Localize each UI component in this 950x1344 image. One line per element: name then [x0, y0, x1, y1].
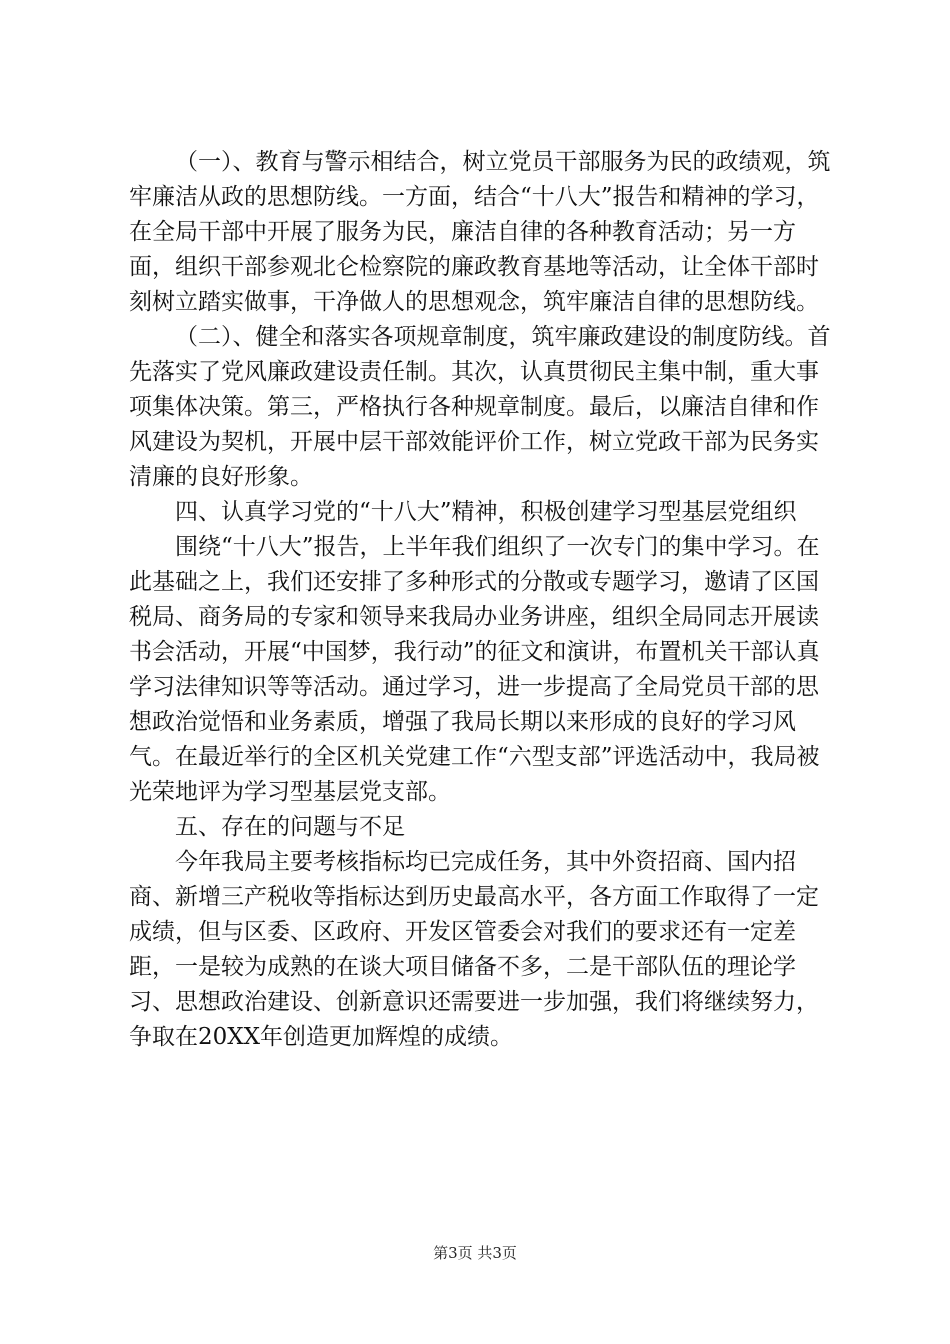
paragraph-study-activities: 围绕“十八大”报告，上半年我们组织了一次专门的集中学习。在此基础之上，我们还安排了多种形式的分散或专题学习，邀请了区国税局、商务局的专家和领导来我局办业务讲座，组织全局同志开展读书会活动，开展“中国梦，我行动”的征文和演讲，布置机关干部认真学习法律知识等等活动。通过学习，进一步提高了全局党员干部的思想政治觉悟和业务素质，增强了我局长期以来形成的良好的学习风气。在最近举行的全区机关党建工作“六型支部”评选活动中，我局被光荣地评为学习型基层党支部。	[129, 534, 820, 805]
heading-section-5: 五、存在的问题与不足	[175, 814, 405, 840]
paragraph-section-2: （二）、健全和落实各项规章制度，筑牢廉政建设的制度防线。首先落实了党风廉政建设责任制。其次，认真贯彻民主集中制，重大事项集体决策。第三，严格执行各种规章制度。最后，以廉洁自律和作风建设为契机，开展中层干部效能评价工作，树立党政干部为民务实清廉的良好形象。	[129, 324, 831, 490]
document-body	[129, 145, 841, 1055]
paragraph-problems: 今年我局主要考核指标均已完成任务，其中外资招商、国内招商、新增三产税收等指标达到历史最高水平，各方面工作取得了一定成绩，但与区委、区政府、开发区管委会对我们的要求还有一定差距，一是较为成熟的在谈大项目储备不多，二是干部队伍的理论学习、思想政治建设、创新意识还需要进一步加强，我们将继续努力，争取在20XX年创造更加辉煌的成绩。	[129, 849, 819, 1050]
page-number-footer: 第3页 共3页	[433, 1244, 517, 1262]
heading-section-4: 四、认真学习党的“十八大”精神，积极创建学习型基层党组织	[175, 499, 797, 525]
paragraph-section-1: （一）、教育与警示相结合，树立党员干部服务为民的政绩观，筑牢廉洁从政的思想防线。一方面，结合“十八大”报告和精神的学习，在全局干部中开展了服务为民，廉洁自律的各种教育活动；另一方面，组织干部参观北仑检察院的廉政教育基地等活动，让全体干部时刻树立踏实做事，干净做人的思想观念，筑牢廉洁自律的思想防线。	[129, 149, 831, 315]
